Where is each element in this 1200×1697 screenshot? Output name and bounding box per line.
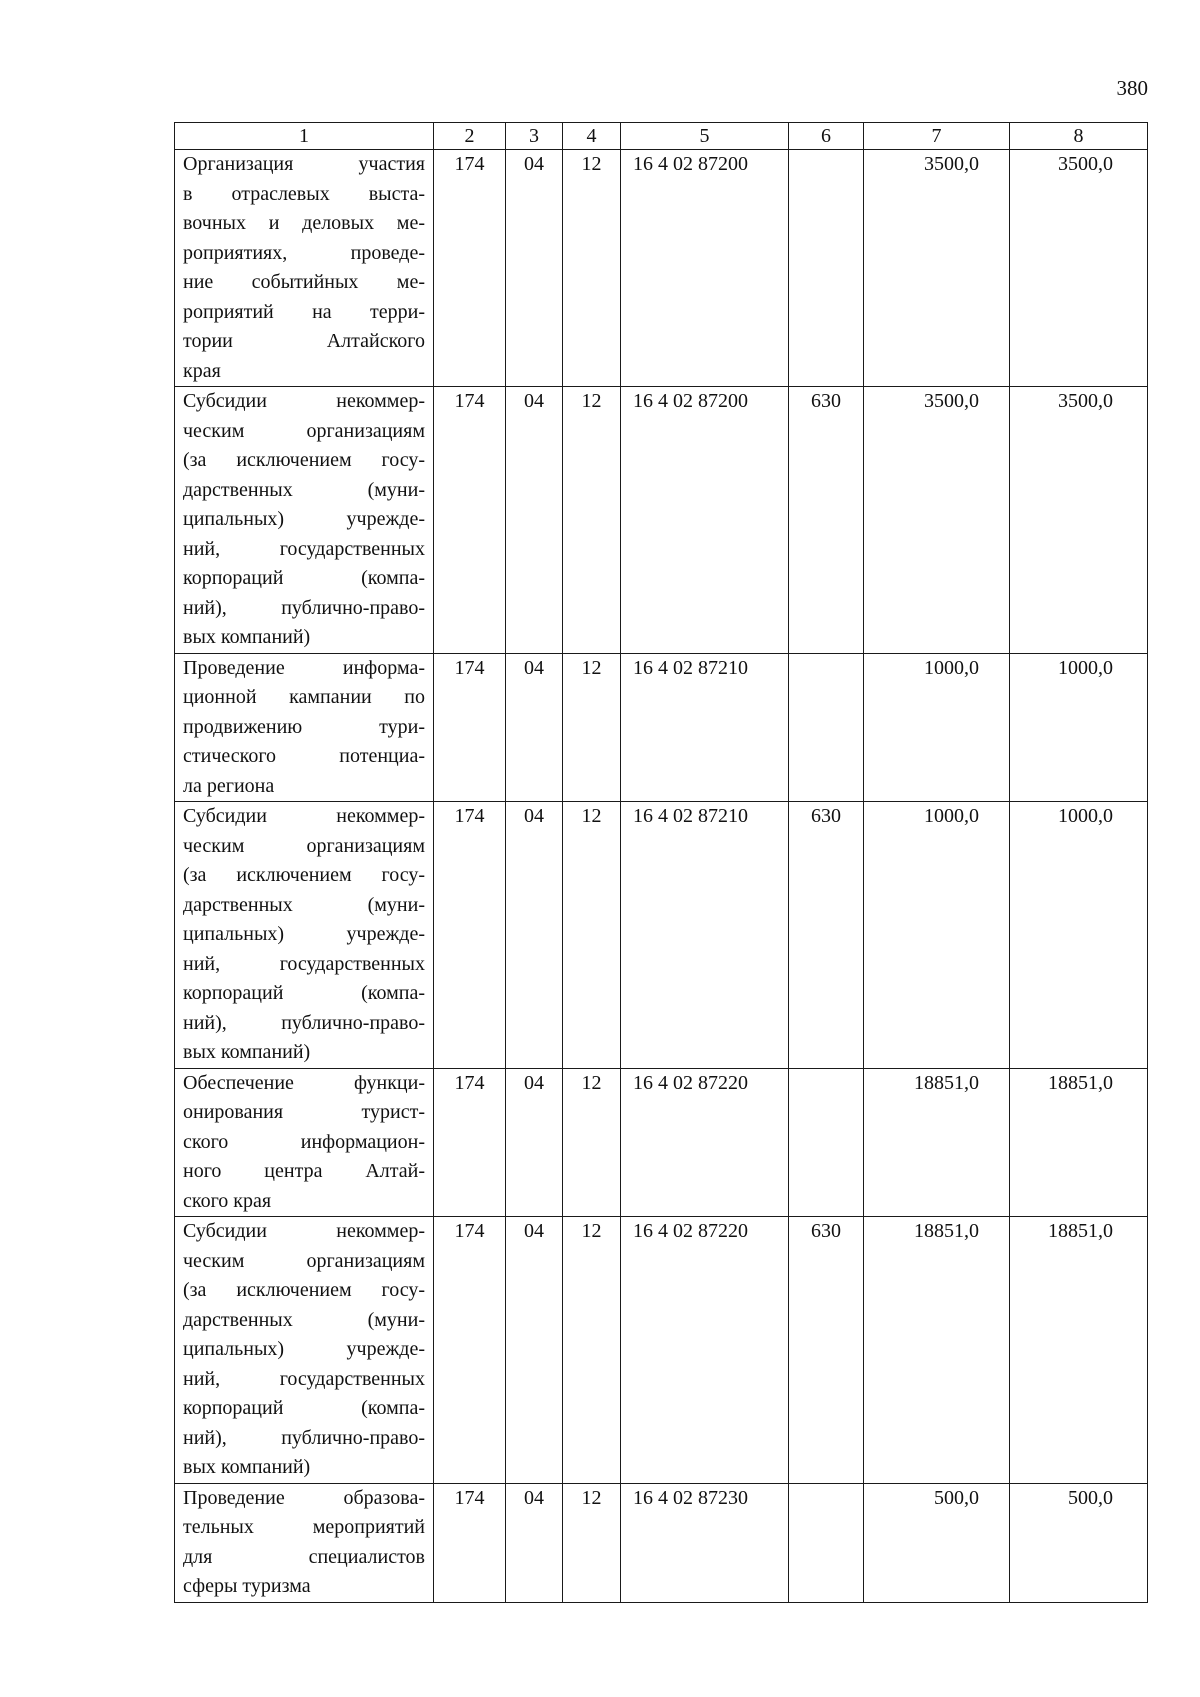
expense-type-cell [789,653,864,802]
amount-year2-cell: 3500,0 [1010,387,1148,654]
amount-year1-cell: 18851,0 [864,1068,1010,1217]
row-name-line: тории Алтайского [183,330,425,352]
row-name-line: ла региона [183,774,275,797]
row-name-line: ципальных) учрежде- [183,508,425,530]
column-header: 5 [621,123,789,150]
row-name-line: ний, государственных [183,1367,425,1390]
row-name-line: Организация участия [183,153,425,175]
column-header: 8 [1010,123,1148,150]
row-name-line: ний), публично-право- [183,1011,425,1034]
row-name-line: края [183,359,221,382]
row-name-cell [175,1068,434,1217]
table-row [175,150,1148,387]
row-name-cell [175,150,434,387]
admin-code-cell: 174 [434,387,506,654]
row-name-line: Проведение образова- [183,1486,425,1509]
expense-type-cell [789,1483,864,1602]
target-article-cell: 16 4 02 87200 [621,387,789,654]
row-name-line: роприятиях, проведе- [183,241,425,264]
row-name-line: дарственных (муни- [183,1308,425,1331]
admin-code-cell: 174 [434,1483,506,1602]
table-header-row [175,123,1148,150]
column-header: 3 [506,123,563,150]
row-name-line: ципальных) учрежде- [183,1338,425,1360]
amount-year2-cell: 1000,0 [1010,802,1148,1069]
subsection-code-cell: 12 [563,653,621,802]
subsection-code-cell: 12 [563,1217,621,1484]
row-name-line: сферы туризма [183,1575,311,1597]
row-name-line: ний, государственных [183,537,425,560]
row-name-line: Субсидии некоммер- [183,805,425,827]
row-name-line: вочных и деловых ме- [183,212,425,234]
row-name-line: дарственных (муни- [183,893,425,916]
row-name-line: ческим организациям [183,1249,425,1272]
row-name-line: ческим организациям [183,834,425,857]
expense-type-cell: 630 [789,802,864,1069]
row-name-line: Субсидии некоммер- [183,390,425,412]
amount-year2-cell: 1000,0 [1010,653,1148,802]
section-code-cell: 04 [506,150,563,387]
row-name-line: в отраслевых выста- [183,182,425,205]
row-name-line: для специалистов [183,1545,425,1568]
target-article-cell: 16 4 02 87220 [621,1068,789,1217]
table-row [175,653,1148,802]
row-name-line: корпораций (компа- [183,982,425,1004]
row-name-line: ний, государственных [183,952,425,975]
expense-type-cell: 630 [789,1217,864,1484]
column-header: 1 [175,123,434,150]
row-name-cell [175,1483,434,1602]
table-row [175,1217,1148,1484]
column-header: 7 [864,123,1010,150]
table-row [175,1483,1148,1602]
table-row [175,1068,1148,1217]
target-article-cell: 16 4 02 87220 [621,1217,789,1484]
section-code-cell: 04 [506,1217,563,1484]
row-name-cell [175,802,434,1069]
row-name-line: ние событийных ме- [183,271,425,293]
row-name-line: ционной кампании по [183,686,425,708]
row-name-line: ципальных) учрежде- [183,923,425,945]
amount-year1-cell: 18851,0 [864,1217,1010,1484]
row-name-line: Обеспечение функци- [183,1071,425,1094]
amount-year2-cell: 18851,0 [1010,1068,1148,1217]
admin-code-cell: 174 [434,653,506,802]
section-code-cell: 04 [506,802,563,1069]
row-name-line: ний), публично-право- [183,596,425,619]
row-name-line: дарственных (муни- [183,478,425,501]
row-name-line: тельных мероприятий [183,1516,425,1538]
row-name-line: продвижению тури- [183,715,425,738]
subsection-code-cell: 12 [563,1068,621,1217]
admin-code-cell: 174 [434,1068,506,1217]
row-name-line: вых компаний) [183,1456,311,1478]
admin-code-cell: 174 [434,802,506,1069]
column-header: 4 [563,123,621,150]
amount-year1-cell: 3500,0 [864,387,1010,654]
subsection-code-cell: 12 [563,802,621,1069]
row-name-line: Проведение информа- [183,656,425,679]
row-name-line: корпораций (компа- [183,1397,425,1419]
column-header: 2 [434,123,506,150]
page-number: 380 [1116,76,1148,100]
subsection-code-cell: 12 [563,387,621,654]
table-row [175,387,1148,654]
row-name-line: вых компаний) [183,626,311,648]
subsection-code-cell: 12 [563,150,621,387]
budget-table [174,122,1148,1603]
target-article-cell: 16 4 02 87200 [621,150,789,387]
row-name-line: вых компаний) [183,1041,311,1063]
expense-type-cell [789,1068,864,1217]
row-name-line: корпораций (компа- [183,567,425,589]
row-name-cell [175,653,434,802]
row-name-line: стического потенциа- [183,745,425,767]
section-code-cell: 04 [506,387,563,654]
target-article-cell: 16 4 02 87230 [621,1483,789,1602]
target-article-cell: 16 4 02 87210 [621,653,789,802]
row-name-line: ского края [183,1189,272,1212]
target-article-cell: 16 4 02 87210 [621,802,789,1069]
amount-year1-cell: 500,0 [864,1483,1010,1602]
row-name-line: (за исключением госу- [183,449,425,471]
row-name-line: (за исключением госу- [183,864,425,886]
admin-code-cell: 174 [434,1217,506,1484]
column-header: 6 [789,123,864,150]
amount-year1-cell: 3500,0 [864,150,1010,387]
section-code-cell: 04 [506,1068,563,1217]
row-name-line: ний), публично-право- [183,1426,425,1449]
row-name-line: ного центра Алтай- [183,1160,425,1182]
row-name-line: онирования турист- [183,1101,425,1123]
admin-code-cell: 174 [434,150,506,387]
subsection-code-cell: 12 [563,1483,621,1602]
table-row [175,802,1148,1069]
expense-type-cell: 630 [789,387,864,654]
table-body [175,150,1148,1603]
amount-year2-cell: 500,0 [1010,1483,1148,1602]
expense-type-cell [789,150,864,387]
row-name-line: ского информацион- [183,1130,425,1153]
row-name-line: Субсидии некоммер- [183,1220,425,1242]
row-name-line: (за исключением госу- [183,1279,425,1301]
row-name-line: роприятий на терри- [183,300,425,323]
section-code-cell: 04 [506,653,563,802]
row-name-cell [175,1217,434,1484]
amount-year2-cell: 3500,0 [1010,150,1148,387]
section-code-cell: 04 [506,1483,563,1602]
amount-year2-cell: 18851,0 [1010,1217,1148,1484]
amount-year1-cell: 1000,0 [864,802,1010,1069]
amount-year1-cell: 1000,0 [864,653,1010,802]
row-name-line: ческим организациям [183,419,425,442]
row-name-cell [175,387,434,654]
